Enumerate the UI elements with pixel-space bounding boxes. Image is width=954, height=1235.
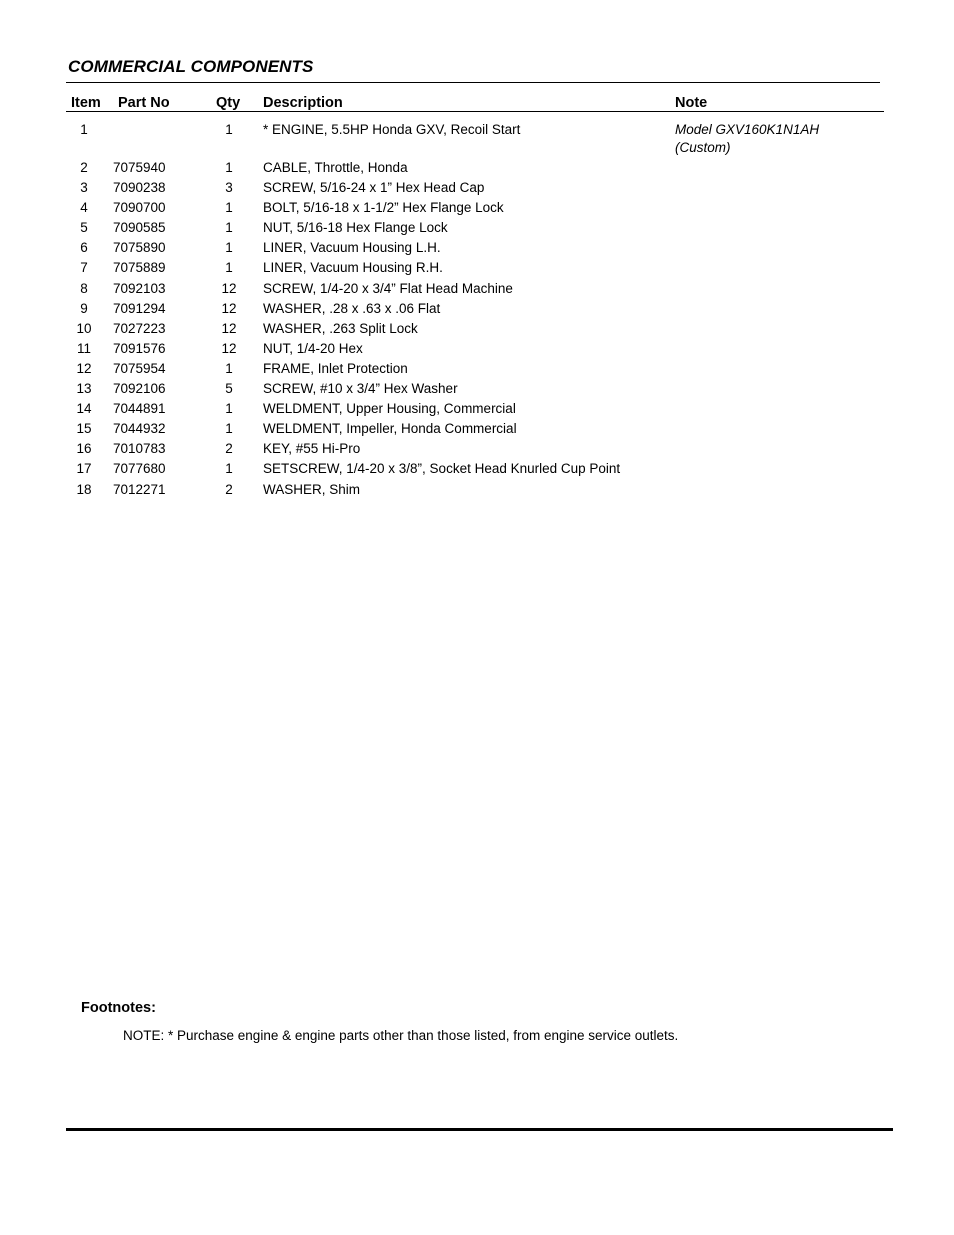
- table-row: [0, 399, 954, 419]
- table-row: [0, 480, 954, 500]
- part-number: 7092106: [113, 381, 166, 397]
- quantity: 1: [225, 122, 233, 137]
- item-number: 18: [76, 481, 92, 497]
- parts-list: [0, 120, 954, 500]
- table-row: [0, 198, 954, 218]
- item-number: 12: [76, 360, 92, 376]
- part-number: 7044891: [113, 401, 166, 417]
- part-number: 7091294: [113, 300, 166, 316]
- description: SETSCREW, 1/4-20 x 3/8”, Socket Head Knurled Cup Point: [263, 461, 621, 477]
- title-divider: [66, 82, 880, 83]
- part-number: 7010783: [113, 441, 166, 457]
- description: WASHER, .28 x .63 x .06 Flat: [263, 300, 441, 316]
- quantity: 1: [225, 461, 233, 477]
- page-title: COMMERCIAL COMPONENTS: [68, 57, 314, 76]
- part-number: 7027223: [113, 320, 166, 336]
- description: WASHER, Shim: [263, 481, 361, 497]
- description: FRAME, Inlet Protection: [263, 360, 408, 376]
- part-number: 7044932: [113, 421, 166, 437]
- quantity: 3: [225, 180, 233, 196]
- item-number: 8: [80, 280, 88, 296]
- item-number: 10: [76, 320, 92, 336]
- table-row: [0, 419, 954, 439]
- quantity: 12: [221, 300, 237, 316]
- part-number: 7077680: [113, 461, 166, 477]
- item-number: 11: [76, 340, 91, 356]
- table-row: [0, 339, 954, 359]
- item-number: 13: [76, 381, 92, 397]
- table-row: [0, 299, 954, 319]
- item-number: 15: [76, 421, 92, 437]
- table-row: [0, 238, 954, 258]
- part-number: 7092103: [113, 280, 166, 296]
- note: Model GXV160K1N1AH (Custom): [675, 122, 820, 155]
- item-number: 1: [80, 122, 88, 137]
- description: BOLT, 5/16-18 x 1-1/2” Hex Flange Lock: [263, 200, 504, 216]
- table-row: [0, 379, 954, 399]
- quantity: 1: [225, 360, 233, 376]
- part-number: 7075889: [113, 260, 166, 276]
- item-number: 4: [80, 200, 88, 216]
- table-row: [0, 279, 954, 299]
- item-number: 16: [76, 441, 92, 457]
- quantity: 12: [221, 320, 237, 336]
- part-number: 7090700: [113, 200, 166, 216]
- quantity: 2: [225, 441, 233, 457]
- item-number: 17: [76, 461, 92, 477]
- quantity: 12: [221, 340, 237, 356]
- quantity: 1: [225, 240, 233, 256]
- table-row: [0, 258, 954, 278]
- item-number: 3: [80, 180, 88, 196]
- quantity: 1: [225, 220, 233, 236]
- header-qty: Qty: [216, 95, 241, 111]
- header-item: Item: [71, 95, 101, 111]
- part-number: 7090585: [113, 220, 166, 236]
- table-row: [0, 319, 954, 339]
- description: LINER, Vacuum Housing R.H.: [263, 260, 443, 276]
- description: SCREW, 1/4-20 x 3/4” Flat Head Machine: [263, 280, 513, 296]
- item-number: 6: [80, 240, 88, 256]
- quantity: 5: [225, 381, 233, 397]
- page-bottom-divider: [66, 1128, 893, 1131]
- footnotes-heading: Footnotes:: [81, 1000, 156, 1016]
- item-number: 5: [80, 220, 88, 236]
- table-row: [0, 178, 954, 198]
- item-number: 2: [80, 160, 88, 175]
- description: SCREW, #10 x 3/4” Hex Washer: [263, 381, 458, 397]
- part-number: 7075940: [113, 160, 166, 175]
- table-row: [0, 218, 954, 238]
- description: LINER, Vacuum Housing L.H.: [263, 240, 441, 256]
- quantity: 1: [225, 260, 233, 276]
- quantity: 2: [225, 481, 233, 497]
- description: NUT, 1/4-20 Hex: [263, 340, 363, 356]
- description: * ENGINE, 5.5HP Honda GXV, Recoil Start: [263, 122, 521, 137]
- quantity: 1: [225, 421, 233, 437]
- header-divider: [66, 111, 884, 112]
- table-row: [0, 158, 954, 178]
- description: WELDMENT, Upper Housing, Commercial: [263, 401, 516, 417]
- description: CABLE, Throttle, Honda: [263, 160, 408, 175]
- item-number: 14: [76, 401, 92, 417]
- item-number: 7: [80, 260, 88, 276]
- quantity: 1: [225, 160, 233, 175]
- footnote-text: NOTE: * Purchase engine & engine parts other than those listed, from engine service outlets.: [123, 1028, 679, 1043]
- table-row: [0, 439, 954, 459]
- description: KEY, #55 Hi-Pro: [263, 441, 361, 457]
- part-number: 7012271: [113, 481, 166, 497]
- description: WASHER, .263 Split Lock: [263, 320, 418, 336]
- header-part-no: Part No: [118, 95, 170, 111]
- header-note: Note: [675, 95, 708, 111]
- quantity: 1: [225, 200, 233, 216]
- description: WELDMENT, Impeller, Honda Commercial: [263, 421, 517, 437]
- description: NUT, 5/16-18 Hex Flange Lock: [263, 220, 448, 236]
- table-row: [0, 459, 954, 479]
- quantity: 12: [221, 280, 237, 296]
- table-row: [0, 120, 954, 158]
- item-number: 9: [80, 300, 88, 316]
- table-row: [0, 359, 954, 379]
- quantity: 1: [225, 401, 233, 417]
- part-number: 7091576: [113, 340, 166, 356]
- header-description: Description: [263, 95, 343, 111]
- part-number: 7075954: [113, 360, 166, 376]
- description: SCREW, 5/16-24 x 1” Hex Head Cap: [263, 180, 485, 196]
- part-number: 7090238: [113, 180, 166, 196]
- part-number: 7075890: [113, 240, 166, 256]
